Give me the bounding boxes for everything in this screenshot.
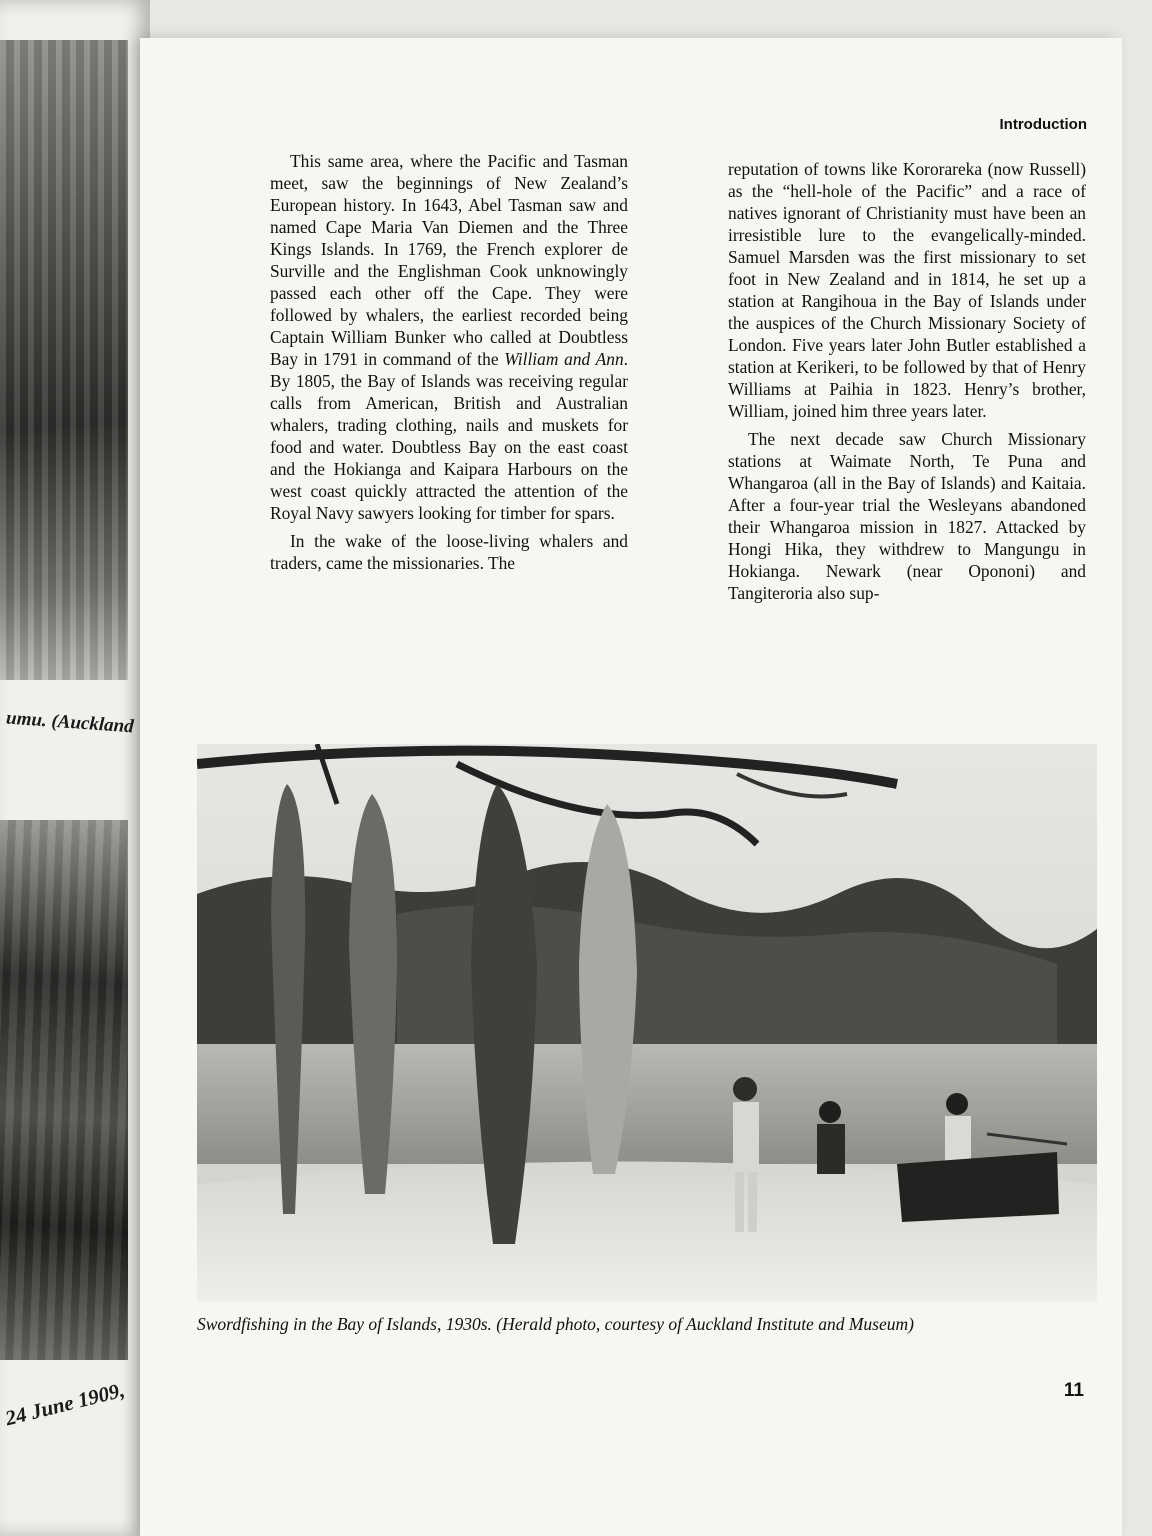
- ship-name: William and Ann: [504, 349, 624, 369]
- left-page-photo-bottom: [0, 820, 128, 1360]
- photo-caption: Swordfishing in the Bay of Islands, 1930s. (Herald photo, courtesy of Auckland Institute and Museum): [197, 1314, 914, 1334]
- paragraph: This same area, where the Pacific and Tasman meet, saw the beginnings of New Zealand’s European history. In 1643, Abel Tasman saw and named Cape Maria Van Diemen and the Three Kings Islands. In 1769, the French explorer de Surville and the Englishman Cook unknowingly passed each other off the Cape. They were followed by whalers, the earliest recorded being Captain William Bunker who called at Doubtless Bay in 1791 in command of the William and Ann. By 1805, the Bay of Islands was receiving regular calls from American, British and Australian whalers, trading clothing, nails and muskets for food and water. Doubtless Bay on the east coast and the Hokianga and Kaipara Harbours on the west coast quickly attracted the attention of the Royal Navy sawyers looking for timber for spars.: [270, 151, 628, 523]
- running-head: Introduction: [999, 116, 1087, 133]
- book-page: [140, 38, 1122, 1536]
- page-number: 11: [1063, 1380, 1084, 1401]
- paragraph: The next decade saw Church Missionary stations at Waimate North, Te Puna and Whangaroa (all in the Bay of Islands) and Kaitaia. After a four-year trial the Wesleyans abandoned their Whangaroa mission in 1827. Attacked by Hongi Hika, they withdrew to Mangungu in Hokianga. Newark (near Opononi) and Tangiteroria also sup-: [728, 429, 1086, 603]
- photo-illustration: [197, 744, 1097, 1302]
- left-page-caption-bottom: 24 June 1909,: [2, 1377, 127, 1431]
- left-page-photo-top: [0, 40, 128, 680]
- text-column-right: [728, 158, 1086, 604]
- previous-page: [0, 0, 150, 1536]
- text-column-left: [270, 150, 628, 574]
- swordfishing-photo: [197, 744, 1097, 1302]
- paragraph: reputation of towns like Kororareka (now Russell) as the “hell-hole of the Pacific” and a race of natives ignorant of Christianity must have been an irresistible lure to the evangelically-minded. Samuel Marsden was the first missionary to set foot in New Zealand and in 1814, he set up a station at Rangihoua in the Bay of Islands under the auspices of the Church Missionary Society of London. Five years later John Butler established a station at Kerikeri, to be followed by that of Henry Williams at Paihia in 1823. Henry’s brother, William, joined him three years later.: [728, 159, 1086, 421]
- paragraph: In the wake of the loose-living whalers and traders, came the missionaries. The: [270, 531, 628, 573]
- left-page-caption-top: umu. (Auckland: [5, 707, 135, 738]
